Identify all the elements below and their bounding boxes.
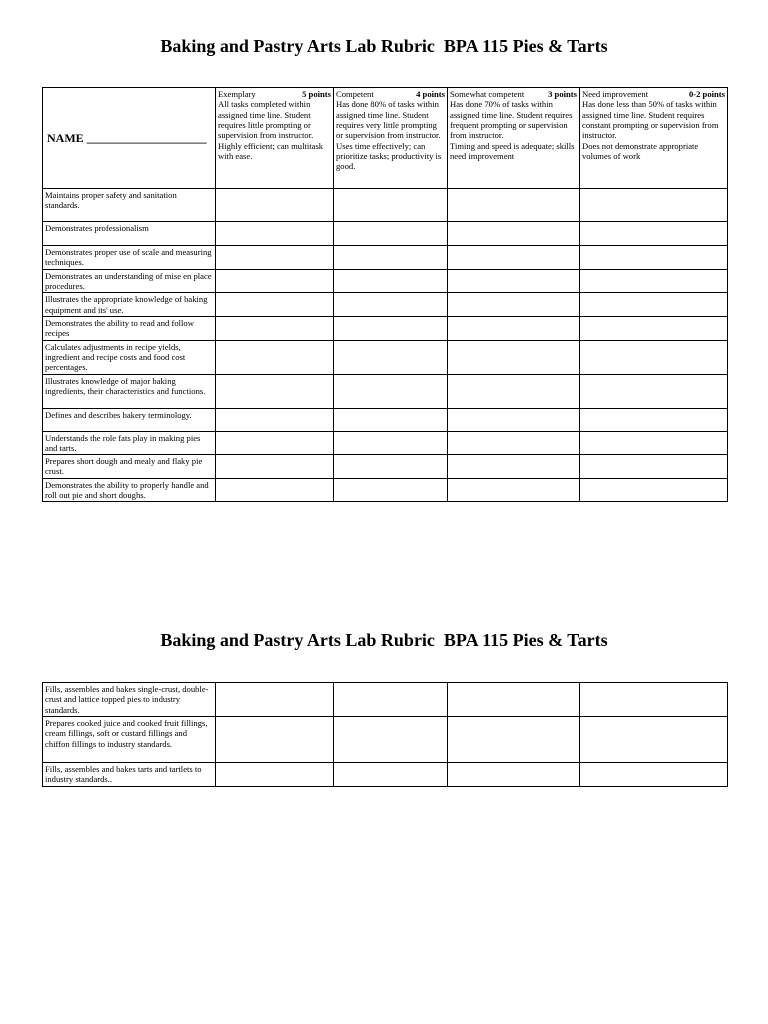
score-cell[interactable] [216, 431, 334, 455]
score-cell[interactable] [334, 408, 448, 431]
criterion-label: Maintains proper safety and sanitation standards. [43, 189, 216, 222]
page-title: Baking and Pastry Arts Lab Rubric BPA 115 Pies & Tarts [160, 630, 608, 650]
score-cell[interactable] [580, 269, 728, 293]
score-cell[interactable] [448, 716, 580, 762]
score-cell[interactable] [448, 455, 580, 479]
score-cell[interactable] [580, 716, 728, 762]
score-cell[interactable] [216, 683, 334, 717]
score-cell[interactable] [448, 683, 580, 717]
table-row [43, 408, 728, 431]
score-cell[interactable] [216, 374, 334, 408]
score-cell[interactable] [580, 293, 728, 317]
score-cell[interactable] [216, 478, 334, 502]
criterion-label: Illustrates knowledge of major baking ingredients, their characteristics and functions. [43, 374, 216, 408]
criterion-label: Prepares short dough and mealy and flaky pie crust. [43, 455, 216, 479]
score-cell[interactable] [448, 478, 580, 502]
score-cell[interactable] [216, 762, 334, 786]
score-cell[interactable] [334, 762, 448, 786]
score-cell[interactable] [216, 408, 334, 431]
score-cell[interactable] [216, 189, 334, 222]
score-cell[interactable] [448, 293, 580, 317]
score-cell[interactable] [580, 408, 728, 431]
level-header-need-improvement [580, 88, 728, 189]
level-points: 3 points [548, 89, 577, 99]
level-label: Competent [336, 89, 374, 99]
score-cell[interactable] [580, 762, 728, 786]
level-points: 0-2 points [688, 89, 725, 99]
criterion-label: Defines and describes bakery terminology. [43, 408, 216, 431]
score-cell[interactable] [448, 374, 580, 408]
table-row [43, 478, 728, 502]
score-cell[interactable] [580, 316, 728, 340]
score-cell[interactable] [580, 340, 728, 374]
table-row [43, 762, 728, 786]
table-row [43, 189, 728, 222]
level-description: All tasks completed within assigned time line. Student requires little prompting or supervision from instructor. Highly efficient; can multitask with ease. [218, 99, 324, 161]
table-row [43, 340, 728, 374]
rubric-header-row [43, 88, 728, 189]
table-row [43, 431, 728, 455]
score-cell[interactable] [334, 455, 448, 479]
score-cell[interactable] [334, 431, 448, 455]
score-cell[interactable] [334, 189, 448, 222]
score-cell[interactable] [580, 455, 728, 479]
score-cell[interactable] [334, 316, 448, 340]
score-cell[interactable] [334, 716, 448, 762]
table-row [43, 716, 728, 762]
student-name-field[interactable]: NAME ____________________ [43, 88, 216, 189]
score-cell[interactable] [580, 478, 728, 502]
criterion-label: Demonstrates the ability to properly handle and roll out pie and short doughs. [43, 478, 216, 502]
table-row [43, 455, 728, 479]
level-description: Has done 70% of tasks within assigned time line. Student requires frequent prompting or supervision from instructor. Timing and speed is adequate; skills need improvement [450, 99, 575, 161]
score-cell[interactable] [216, 269, 334, 293]
criterion-label: Demonstrates an understanding of mise en place procedures. [43, 269, 216, 293]
score-cell[interactable] [334, 246, 448, 270]
table-row [43, 222, 728, 246]
score-cell[interactable] [580, 222, 728, 246]
score-cell[interactable] [334, 269, 448, 293]
criterion-label: Fills, assembles and bakes tarts and tartlets to industry standards.. [43, 762, 216, 786]
criterion-label: Prepares cooked juice and cooked fruit fillings, cream fillings, soft or custard fillings and chiffon fillings to industry standards. [43, 716, 216, 762]
score-cell[interactable] [334, 374, 448, 408]
score-cell[interactable] [334, 478, 448, 502]
score-cell[interactable] [216, 293, 334, 317]
score-cell[interactable] [216, 316, 334, 340]
score-cell[interactable] [448, 408, 580, 431]
level-description: Has done less than 50% of tasks within assigned time line. Student requires constant prompting or supervision from instructor. Does not demonstrate appropriate volumes of work [582, 99, 719, 161]
score-cell[interactable] [580, 683, 728, 717]
score-cell[interactable] [334, 293, 448, 317]
score-cell[interactable] [448, 316, 580, 340]
score-cell[interactable] [216, 246, 334, 270]
level-header-competent [334, 88, 448, 189]
criterion-label: Demonstrates proper use of scale and measuring techniques. [43, 246, 216, 270]
rubric-table-continued [42, 682, 728, 787]
criterion-label: Calculates adjustments in recipe yields, ingredient and recipe costs and food cost percentages. [43, 340, 216, 374]
level-label: Exemplary [218, 89, 256, 99]
criterion-label: Illustrates the appropriate knowledge of baking equipment and its' use. [43, 293, 216, 317]
score-cell[interactable] [216, 455, 334, 479]
rubric-table [42, 87, 728, 502]
score-cell[interactable] [580, 374, 728, 408]
score-cell[interactable] [448, 222, 580, 246]
level-points: 4 points [416, 89, 445, 99]
criterion-label: Demonstrates the ability to read and follow recipes [43, 316, 216, 340]
level-points: 5 points [302, 89, 331, 99]
level-label: Need improvement [582, 89, 649, 99]
score-cell[interactable] [580, 189, 728, 222]
score-cell[interactable] [334, 222, 448, 246]
score-cell[interactable] [448, 269, 580, 293]
table-row [43, 316, 728, 340]
criterion-label: Demonstrates professionalism [43, 222, 216, 246]
score-cell[interactable] [448, 246, 580, 270]
table-row [43, 293, 728, 317]
score-cell[interactable] [334, 683, 448, 717]
criterion-label: Fills, assembles and bakes single-crust, double-crust and lattice topped pies to industry standards. [43, 683, 216, 717]
page-title: Baking and Pastry Arts Lab Rubric BPA 115 Pies & Tarts [160, 36, 608, 56]
table-row [43, 246, 728, 270]
score-cell[interactable] [334, 340, 448, 374]
table-row [43, 683, 728, 717]
criterion-label: Understands the role fats play in making pies and tarts. [43, 431, 216, 455]
score-cell[interactable] [580, 431, 728, 455]
level-description: Has done 80% of tasks within assigned time line. Student requires very little prompting or supervision from instructor. Uses time effectively; can prioritize tasks; productivity is good. [336, 99, 442, 172]
level-header-somewhat-competent [448, 88, 580, 189]
table-row [43, 374, 728, 408]
table-row [43, 269, 728, 293]
level-label: Somewhat competent [450, 89, 525, 99]
score-cell[interactable] [448, 762, 580, 786]
score-cell[interactable] [216, 340, 334, 374]
level-header-exemplary [216, 88, 334, 189]
score-cell[interactable] [580, 246, 728, 270]
score-cell[interactable] [448, 189, 580, 222]
score-cell[interactable] [448, 340, 580, 374]
score-cell[interactable] [216, 716, 334, 762]
score-cell[interactable] [216, 222, 334, 246]
score-cell[interactable] [448, 431, 580, 455]
